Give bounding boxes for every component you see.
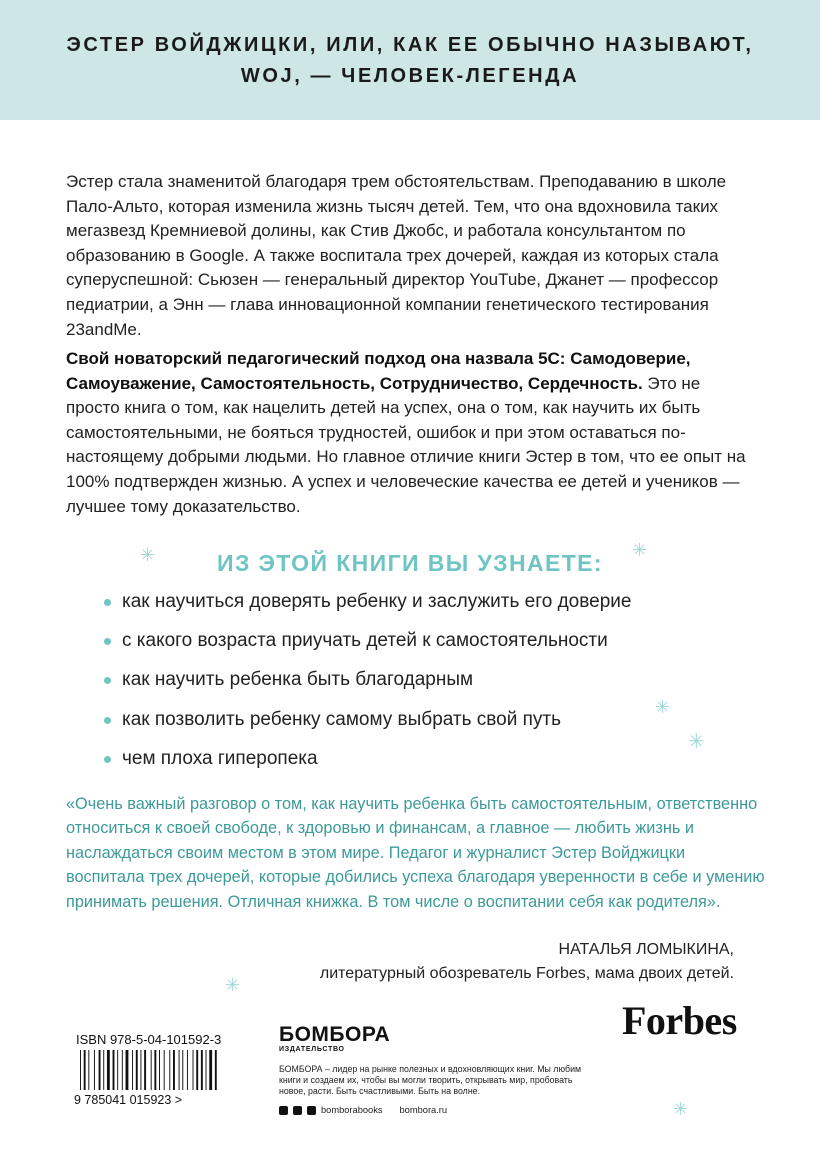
list-item-text: как научить ребенка быть благодарным (122, 669, 474, 691)
banner-title-line-2: WOJ, — ЧЕЛОВЕК-ЛЕГЕНДА (240, 65, 580, 87)
bombora-logo: БОМБОРА (279, 1023, 391, 1046)
snowflake-icon: ✳ (688, 731, 705, 753)
list-item (104, 628, 631, 667)
snowflake-icon: ✳ (655, 697, 671, 717)
list-item (104, 746, 631, 785)
barcode-icon (74, 1050, 236, 1106)
learn-list (104, 589, 631, 785)
list-item-text: как научиться доверять ребенку и заслужить его доверие (122, 591, 632, 612)
banner-title-line-1: ЭСТЕР ВОЙДЖИЦКИ, ИЛИ, КАК ЕЕ ОБЫЧНО НАЗЫВАЮТ, (66, 34, 754, 56)
snowflake-icon: ✳ (225, 975, 241, 995)
isbn-barcode (64, 1020, 246, 1106)
bullet-icon (104, 599, 111, 606)
facebook-icon (279, 1106, 288, 1115)
instagram-icon (307, 1106, 316, 1115)
snowflake-icon: ✳ (673, 1099, 689, 1119)
review-author-name: НАТАЛЬЯ ЛОМЫКИНА, (558, 941, 734, 958)
intro-paragraph-1: Эстер стала знаменитой благодаря трем обстоятельствам. Преподаванию в школе Пало-Альто, которая изменила жизнь тысяч детей. Тем, что она вдохновила таких мегазвезд Кремниевой долины, как Стив Джобс, и работала консультантом по образованию в Google. А также воспитала трех дочерей, каждая из которых стала суперуспешной: Сьюзен — генеральный директор YouTube, Джанет — профессор педиатрии, а Энн — глава инновационной компании генетического тестирования 23andMe. (66, 172, 727, 339)
list-item-text: как позволить ребенку самому выбрать свой путь (122, 708, 562, 730)
intro-paragraph-2 (66, 347, 756, 519)
bombora-logo-subtitle: ИЗДАТЕЛЬСТВО (279, 1046, 345, 1053)
publisher-website: bombora.ru (399, 1105, 448, 1115)
list-item (104, 707, 631, 746)
vk-icon (293, 1106, 302, 1115)
intro-paragraph-2-bold: Свой новаторский педагогический подход она назвала 5С: Самодоверие, Самоуважение, Самостоятельность, Сотрудничество, Сердечность. (66, 349, 691, 393)
bullet-icon (104, 677, 111, 684)
list-item (104, 589, 631, 628)
snowflake-icon: ✳ (140, 545, 156, 565)
intro-paragraph-2-rest: Это не просто книга о том, как нацелить детей на успех, она о том, как научить их быть самостоятельными, не бояться трудностей, ошибок и при этом оставаться по-настоящему добрыми людьми. Но главное отличие книги Эстер в том, что ее опыт на 100% подтвержден жизнью. А успех и человеческие качества ее детей и учеников — лучшее тому доказательство. (66, 373, 746, 516)
bullet-icon (104, 638, 111, 645)
bullet-icon (104, 717, 111, 724)
list-item-text: с какого возраста приучать детей к самостоятельности (122, 630, 608, 652)
title-banner (0, 0, 820, 120)
isbn-number: ISBN 978-5-04-101592-3 (76, 1032, 222, 1047)
forbes-logo: Forbes (622, 998, 737, 1043)
publisher-description: БОМБОРА – лидер на рынке полезных и вдохновляющих книг. Мы любим книги и создаем их, чтобы вы могли творить, открывать мир, пробовать новое, расти. Быть счастливыми. Быть на волне. (279, 1064, 582, 1097)
list-item (104, 667, 631, 706)
barcode-digits: 9 785041 015923 > (74, 1093, 183, 1106)
list-item-text: чем плоха гиперопека (122, 747, 318, 769)
review-author-title: литературный обозреватель Forbes, мама двоих детей. (319, 965, 734, 983)
social-handle: bomborabooks (321, 1105, 383, 1115)
publisher-links (279, 1105, 447, 1115)
review-author (320, 938, 734, 987)
learn-section-title: ИЗ ЭТОЙ КНИГИ ВЫ УЗНАЕТЕ: (217, 550, 603, 576)
bullet-icon (104, 756, 111, 763)
review-quote: «Очень важный разговор о том, как научить ребенка быть самостоятельным, ответственно относиться к своей свободе, к здоровью и финансам, а главное — любить жизнь и наслаждаться своим местом в этом мире. Педагог и журналист Эстер Войджицки воспитала трех дочерей, которые добились успеха благодаря уверенности в себе и умению принимать решения. Отличная книжка. В том числе о воспитании себя как родителя». (66, 795, 765, 911)
snowflake-icon: ✳ (632, 540, 648, 560)
